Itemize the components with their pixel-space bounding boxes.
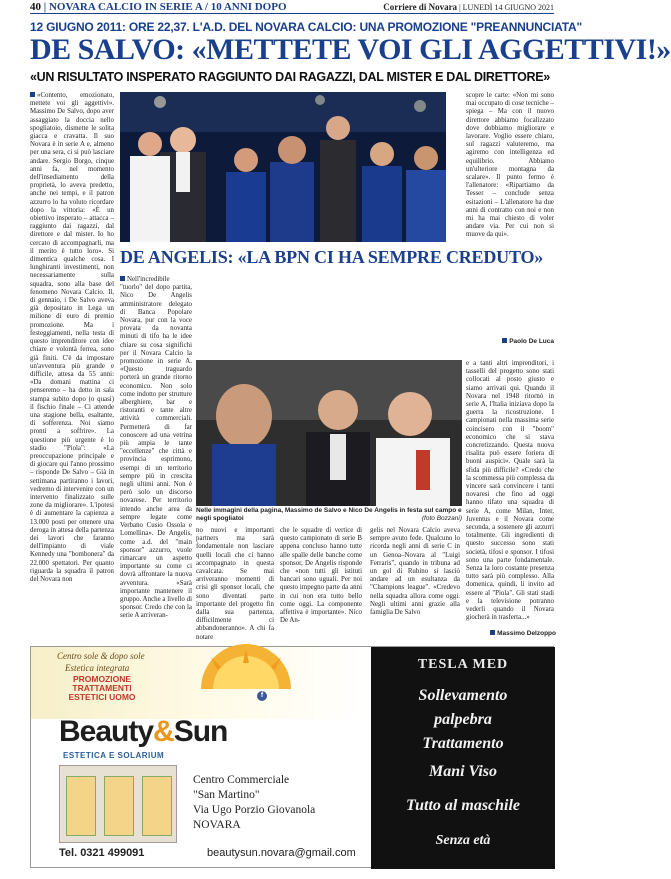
shop-front-photo: [59, 765, 177, 843]
ad-right-line: Senza età: [435, 833, 491, 848]
ad-right-line: Mani Viso: [428, 763, 498, 780]
article2-column-1: [120, 276, 192, 640]
ad-promo: [55, 675, 149, 702]
article2-column-3: [280, 527, 362, 640]
ad-brand-name: [59, 715, 227, 749]
article2-column-4: [370, 527, 460, 640]
facebook-icon[interactable]: f: [257, 691, 267, 701]
credit-marker-icon: [502, 338, 507, 343]
signature-name: Massimo Delzoppo: [497, 630, 556, 637]
caption-credit: (foto Bozzani): [421, 515, 462, 522]
article1-column-right: [466, 92, 554, 332]
ad-right-title: TESLA MED: [417, 657, 509, 672]
ad-promo-line: PROMOZIONE: [72, 674, 132, 684]
article1-column-1: [30, 92, 114, 640]
brand-part-1: Beauty: [59, 715, 154, 748]
section-title: NOVARA CALCIO IN SERIE A / 10 ANNI DOPO: [48, 0, 287, 13]
locker-room-photo: [196, 360, 462, 506]
article-subhead: «UN RISULTATO INSPERATO RAGGIUNTO DAI RAGAZZI, DAL MISTER E DAL DIRETTORE»: [30, 70, 550, 84]
ad-right-line: palpebra: [434, 711, 492, 728]
address-line: "San Martino": [193, 789, 260, 801]
article-headline: DE SALVO: «METTETE VOI GLI AGGETTIVI!»: [30, 33, 671, 66]
article2-col5-text: e a tanti altri imprenditori, i tasselli del progetto sono stati collocati al posto giusto e siamo arrivati qui. Quando il Novara nel 1948 ritornò in serie A, l'Italia iniziava dopo la guerra la ricostruzione. I campionati nella massima serie coincisero con il "boom" economico che si stava concretizzando. Questa nuova risalita può essere foriera di buoni auspici». Quale sarà la sfida più difficile? «Credo che la scommessa più complessa da vincere sarà convincere i tanti novaresi che fino ad oggi hanno tifato una squadra di serie A, come Milan, Inter, Juventus e il Novara come seconda, a sostenere gli azzurri totalmente. Gli ingredienti di questo successo sono stati società, tifosi e sponsor. I tifosi sono una parte fondamentale. Senza la loro costante presenza tutto sarà più complesso. Alla domenica, quindi, li invito ad essere al "Piola". Gli stati stadi e la televisione potranno vederli quando il Novara giocherà in trasferta...»: [466, 360, 554, 622]
ad-tagline-1: Centro sole & dopo sole: [57, 651, 145, 661]
sun-logo-icon: [191, 649, 301, 689]
page-number: 40: [30, 0, 41, 13]
ad-tesla-med: [371, 647, 555, 869]
advertisement: [30, 646, 554, 868]
ad-email[interactable]: beautysun.novara@gmail.com: [207, 847, 356, 859]
lead-marker-icon: [30, 92, 35, 97]
article-kicker: 12 GIUGNO 2011: ORE 22,37. L'A.D. DEL NOVARA CALCIO: UNA PROMOZIONE "PREANNUNCIATA": [30, 20, 582, 34]
ad-beauty-sun: [31, 647, 371, 869]
address-line: Centro Commerciale: [193, 774, 290, 786]
address-line: NOVARA: [193, 819, 241, 831]
article2-column-2: [196, 527, 274, 640]
caption-text: Nelle immagini della pagina, Massimo de Salvo e Nico De Angelis in festa sul campo e negli spogliatoi: [196, 507, 462, 522]
ad-right-line: Tutto al maschile: [405, 797, 521, 814]
ad-tagline-2: Estetica integrata: [65, 663, 130, 673]
signature-marker-icon: [490, 630, 495, 635]
brand-ampersand: &: [153, 715, 174, 748]
ad-promo-line: ESTETICI UOMO: [68, 692, 136, 702]
article2-headline: DE ANGELIS: «LA BPN CI HA SEMPRE CREDUTO»: [120, 247, 544, 267]
address-line: Via Ugo Porzio Giovanola: [193, 804, 316, 816]
photo-credit: [470, 338, 554, 345]
ad-right-line: Trattamento: [422, 735, 504, 752]
article1-col-right-text: scopre le carte: «Non mi sono mai occupato di cose tecniche – spiega – Ma con il nuovo direttore abbiamo focalizzato dove dobbiamo migliorare e lavorare. Voglio essere chiaro, sul ragazzi valuteremo, ma agiremo con intelligenza ed equilibrio. Abbiamo un'ulteriore montagna da scalare». Il punto fermo è l'allenatore: «Ripartiamo da Tesser – conclude senza esitazioni – L'allenatore ha due anni di contratto con noi e non mi ha mai chiesto di voler andare via. Per cui non si muove da qui».: [466, 92, 554, 239]
page-header: [30, 0, 554, 14]
ad-brand-subtitle: ESTETICA E SOLARIUM: [63, 751, 165, 760]
ad-promo-line: TRATTAMENTI: [72, 683, 132, 693]
article2-signature: [466, 630, 556, 637]
photo-credit-name: Paolo De Luca: [509, 338, 554, 345]
paper-info: Corriere di Novara | LUNEDÌ 14 GIUGNO 2021: [383, 1, 554, 12]
ad-right-line: Sollevamento: [418, 687, 508, 704]
article2-col1-text: Nell'incredibile "tuorlo" del dopo partita, Nico De Angelis amministratore delegato di Banca Popolare Novara, pur con la voce provata da novanta minuti di tifo ha le idee chiare su cosa significhi per il Novara Calcio la promozione in serie A. «Questo traguardo porterà un grande ritorno economico. Non solo come indotto per strutture alberghiere, bar e ristoranti e tante altre attività commerciali. Permetterà di far conoscere ad una vetrina più ampia le tante "eccellenze" che città e provincia esprimono, esempi di un territorio sempre più in crescita negli ultimi anni. Non è però solo un discorso novarese. Per territorio intendo anche area da sempre legate come Verbano Cusio Ossola e Lomellina». De Angelis, come a.d. del "main sponsor" azzurro, vuole rimarcare un aspetto importante su come ci dovrà affrontare la nuova avventura. «Sarà importante mantenere il gruppo. Anche a livello di sponsor. Credo che con la serie A arriveran-: [120, 276, 192, 620]
ad-address: [193, 773, 315, 833]
article1-col1-text: «Contento, emozionato, mettete voi gli aggettivi». Massimo De Salvo, dopo aver assaggiato la doccia nello spogliatoio, dismette le solita giacca e cravatta. Il suo Novara è in serie A e, almeno per una sera, ci si può lasciare andare. Sergio Borgo, cinque anni fa, nel momento dell'insediamento della proprietà, lo aveva predetto, anche nei tempi, e il patron azzurro lo ha voluto ricordare dopo la vittoria: «È un obiettivo insperato – attacca – raggiunto dai ragazzi, dal direttore e dal mister. Io ho cercato di accompagnarli, ma il merito è tutto loro». Si dimentica qualche cosa. I lunghiranti investimenti, non necessariamente sulla squadra, sono alla base del fenomeno Novara Calcio. Il, di gennaio, i De Salvo aveva già depositato in Lega un milione di euro di premio promozione. Ma i festeggiamenti, nella testa di questo imprenditore con idee chiare e volontà ferrea, sono già finiti. C'è da impostare un'avventura più grande e difficile, attesa da 55 anni: «Da domani mattina ci penseremo – ha detto in sala stampa subito dopo (o quasi) il fischio finale – Ci attende una stagione bella, esaltante, di sofferenza. Noi siamo pronti a soffrire». La questione più urgente è lo stadio "Piola": «La preoccupazione principale e di giocare qui l'anno prossimo – risponde De Salvo – Già in settimana partiranno i lavori, vedremo di intervenire con un intervento finalizzato sulle zone da migliorare». L'ipotesi è di aumentare la capienza a 13.000 posti per ottenere una deroga in attesa della partenza dei lavori che faranno dell'impianto di viale Kennedy una "bombonera" da 22.000 spettatori. Per quanto riguarda la squadra il patron del Novara non: [30, 92, 114, 583]
brand-part-2: Sun: [173, 715, 228, 748]
article2-col2-text: no nuovi e importanti partners ma sarà fondamentale non lasciare quelli locali che ci hanno accompagnato in questa cavalcata. Se mai arriveranno momenti di crisi gli sponsor locali, che sono diventati parte importante del progetto fin dalla sua partenza, difficilmente ci abbandoneranno». A chi fa notare: [196, 527, 274, 641]
article2-column-5: [466, 360, 554, 628]
article2-col3-text: che le squadre di vertice di questo campionato di serie B appena concluso hanno tutte alle spalle delle banche come sponsor, De Angelis risponde che «non tutti gli istituti bancari sono uguali. Per noi questo impegno parte da anni in cui non era tutto bello come oggi. La componente affettiva è importante». Nico De An-: [280, 527, 362, 625]
section-header: 40 | NOVARA CALCIO IN SERIE A / 10 ANNI DOPO: [30, 0, 287, 13]
lead-marker-icon: [120, 276, 125, 281]
photo-caption: [196, 507, 462, 523]
celebration-photo: [120, 92, 446, 242]
paper-name: Corriere di Novara: [383, 1, 458, 12]
issue-date: LUNEDÌ 14 GIUGNO 2021: [462, 2, 554, 12]
ad-phone: Tel. 0321 499091: [59, 847, 145, 859]
article2-col4-text: gelis nel Novara Calcio aveva sempre avuto fede. Qualcuno lo ricorda negli anni di serie C in un Genoa–Novara al "Luigi Ferraris", quando in tribuna ad un gol di Rubino si lasciò andare ad un esultanza da "Champions league". «Credevo nella squadra allora come oggi. Negli ultimi anni grazie alla famiglia De Salvo: [370, 527, 460, 617]
